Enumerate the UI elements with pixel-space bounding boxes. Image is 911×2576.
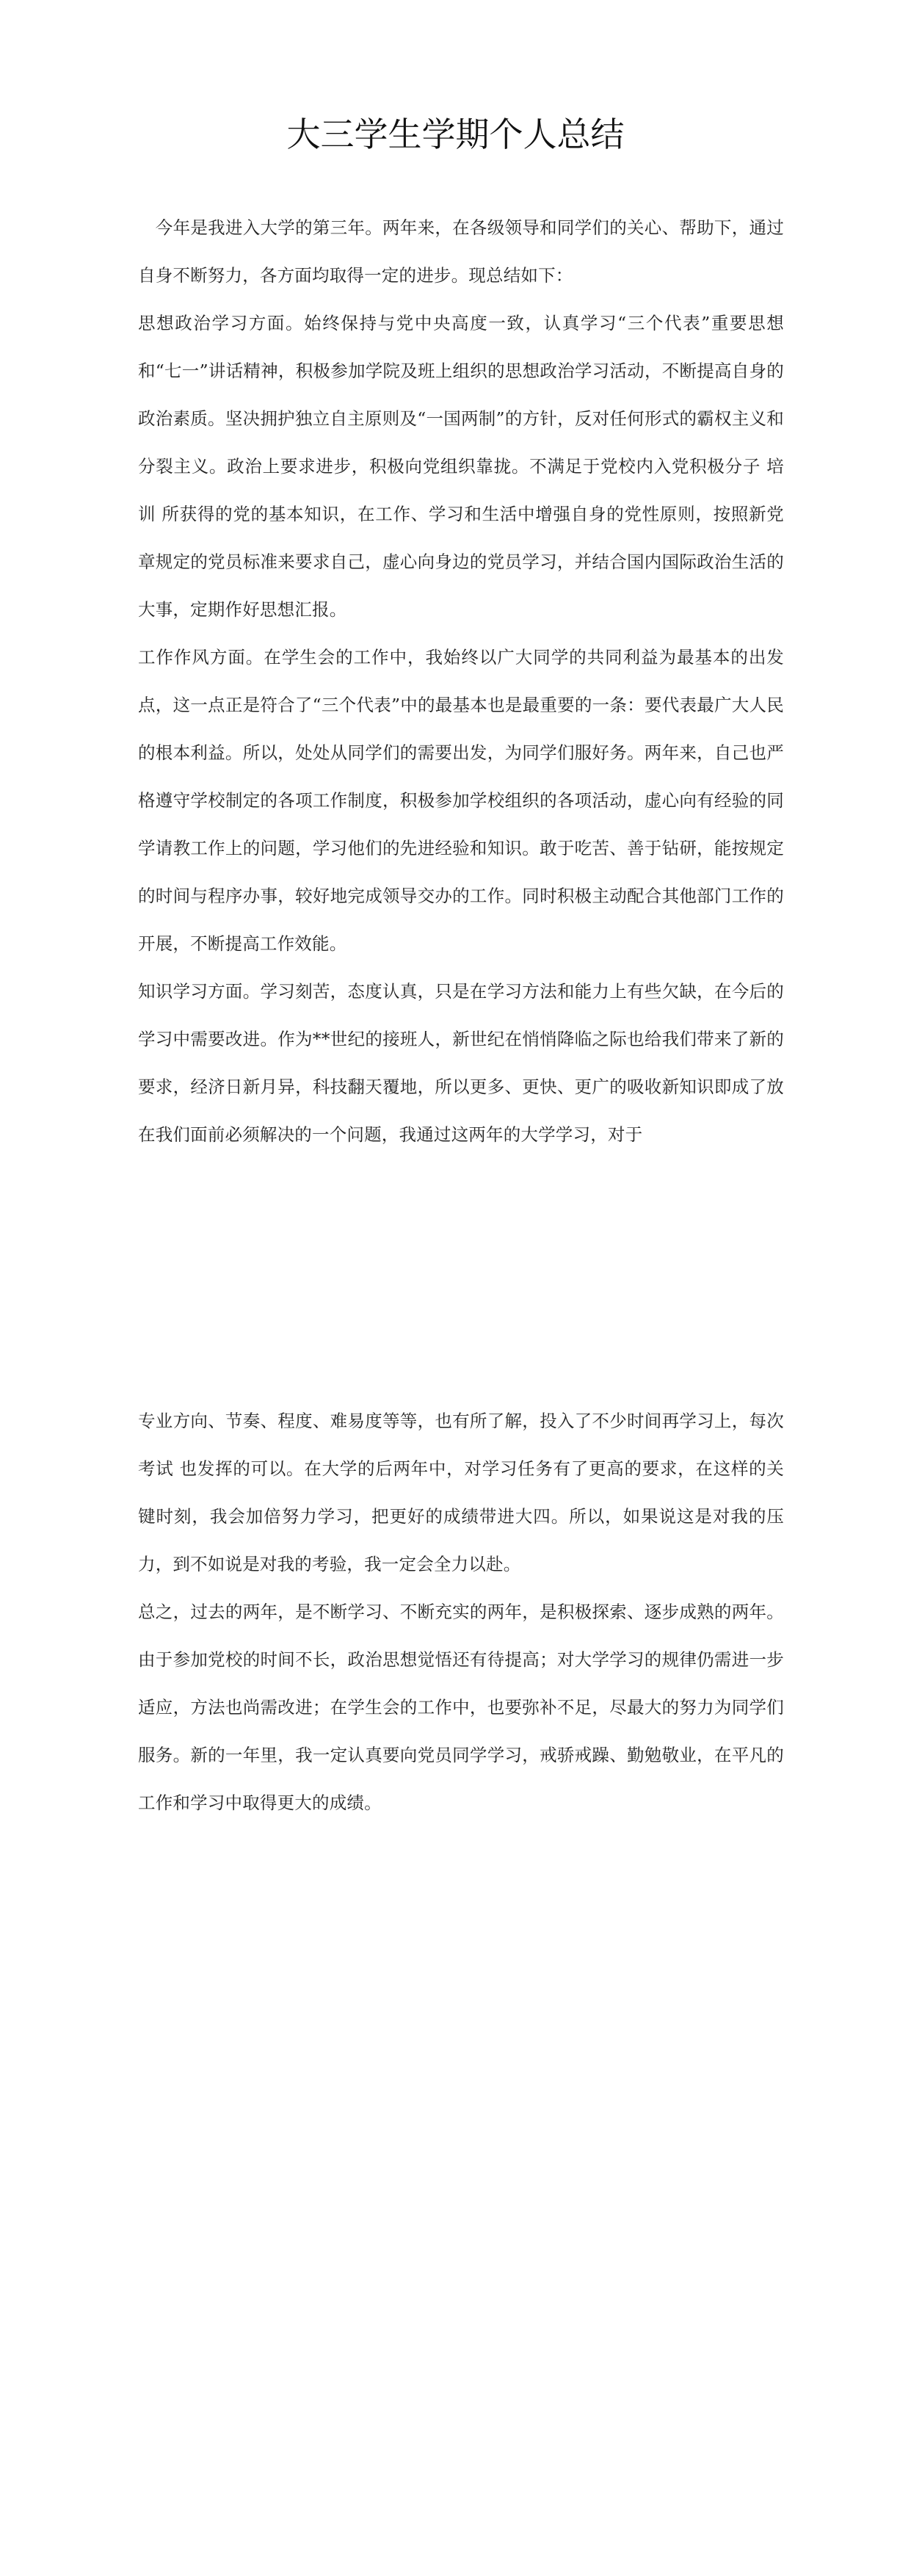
knowledge-study-continued-paragraph: 专业方向、节奏、程度、难易度等等，也有所了解，投入了不少时间再学习上，每次 考试 也发挥的可以。在大学的后两年中，对学习任务有了更高的要求，在这样的关键时刻，我会加倍努力学习，把更好的成绩带进大四。所以，如果说这是对我的压力，到不如说是对我的考验，我一定会全力以赴。: [138, 1411, 784, 1574]
intro-paragraph: 今年是我进入大学的第三年。两年来，在各级领导和同学们的关心、帮助下，通过自身不断努力，各方面均取得一定的进步。现总结如下：: [138, 217, 784, 286]
political-study-paragraph: 思想政治学习方面。始终保持与党中央高度一致，认真学习“三个代表”重要思想和“七一”讲话精神，积极参加学院及班上组织的思想政治学习活动，不断提高自身的政治素质。坚决拥护独立自主原则及“一国两制”的方针，反对任何形式的霸权主义和分裂主义。政治上要求进步，积极向党组织靠拢。不满足于党校内入党积极分子 培训 所获得的党的基本知识，在工作、学习和生活中增强自身的党性原则，按照新党章规定的党员标准来要求自己，虚心向身边的党员学习，并结合国内国际政治生活的大事，定期作好思想汇报。: [138, 313, 784, 620]
work-style-paragraph: 工作作风方面。在学生会的工作中，我始终以广大同学的共同利益为最基本的出发点，这一点正是符合了“三个代表”中的最基本也是最重要的一条：要代表最广大人民的根本利益。所以，处处从同学们的需要出发，为同学们服好务。两年来，自己也严格遵守学校制定的各项工作制度，积极参加学校组织的各项活动，虚心向有经验的同学请教工作上的问题，学习他们的先进经验和知识。敢于吃苦、善于钻研，能按规定的时间与程序办事，较好地完成领导交办的工作。同时积极主动配合其他部门工作的开展，不断提高工作效能。: [138, 647, 784, 954]
document-title: 大三学生学期个人总结: [286, 115, 625, 154]
conclusion-paragraph: 总之，过去的两年，是不断学习、不断充实的两年，是积极探索、逐步成熟的两年。由于参加党校的时间不长，政治思想觉悟还有待提高；对大学学习的规律仍需进一步适应，方法也尚需改进；在学生会的工作中，也要弥补不足，尽最大的努力为同学们服务。新的一年里，我一定认真要向党员同学学习，戒骄戒躁、勤勉敬业，在平凡的工作和学习中取得更大的成绩。: [138, 1602, 784, 1813]
knowledge-study-paragraph: 知识学习方面。学习刻苦，态度认真，只是在学习方法和能力上有些欠缺，在今后的学习中需要改进。作为**世纪的接班人，新世纪在悄悄降临之际也给我们带来了新的要求，经济日新月异，科技翻天覆地，所以更多、更快、更广的吸收新知识即成了放在我们面前必须解决的一个问题，我通过这两年的大学学习，对于: [138, 981, 784, 1145]
